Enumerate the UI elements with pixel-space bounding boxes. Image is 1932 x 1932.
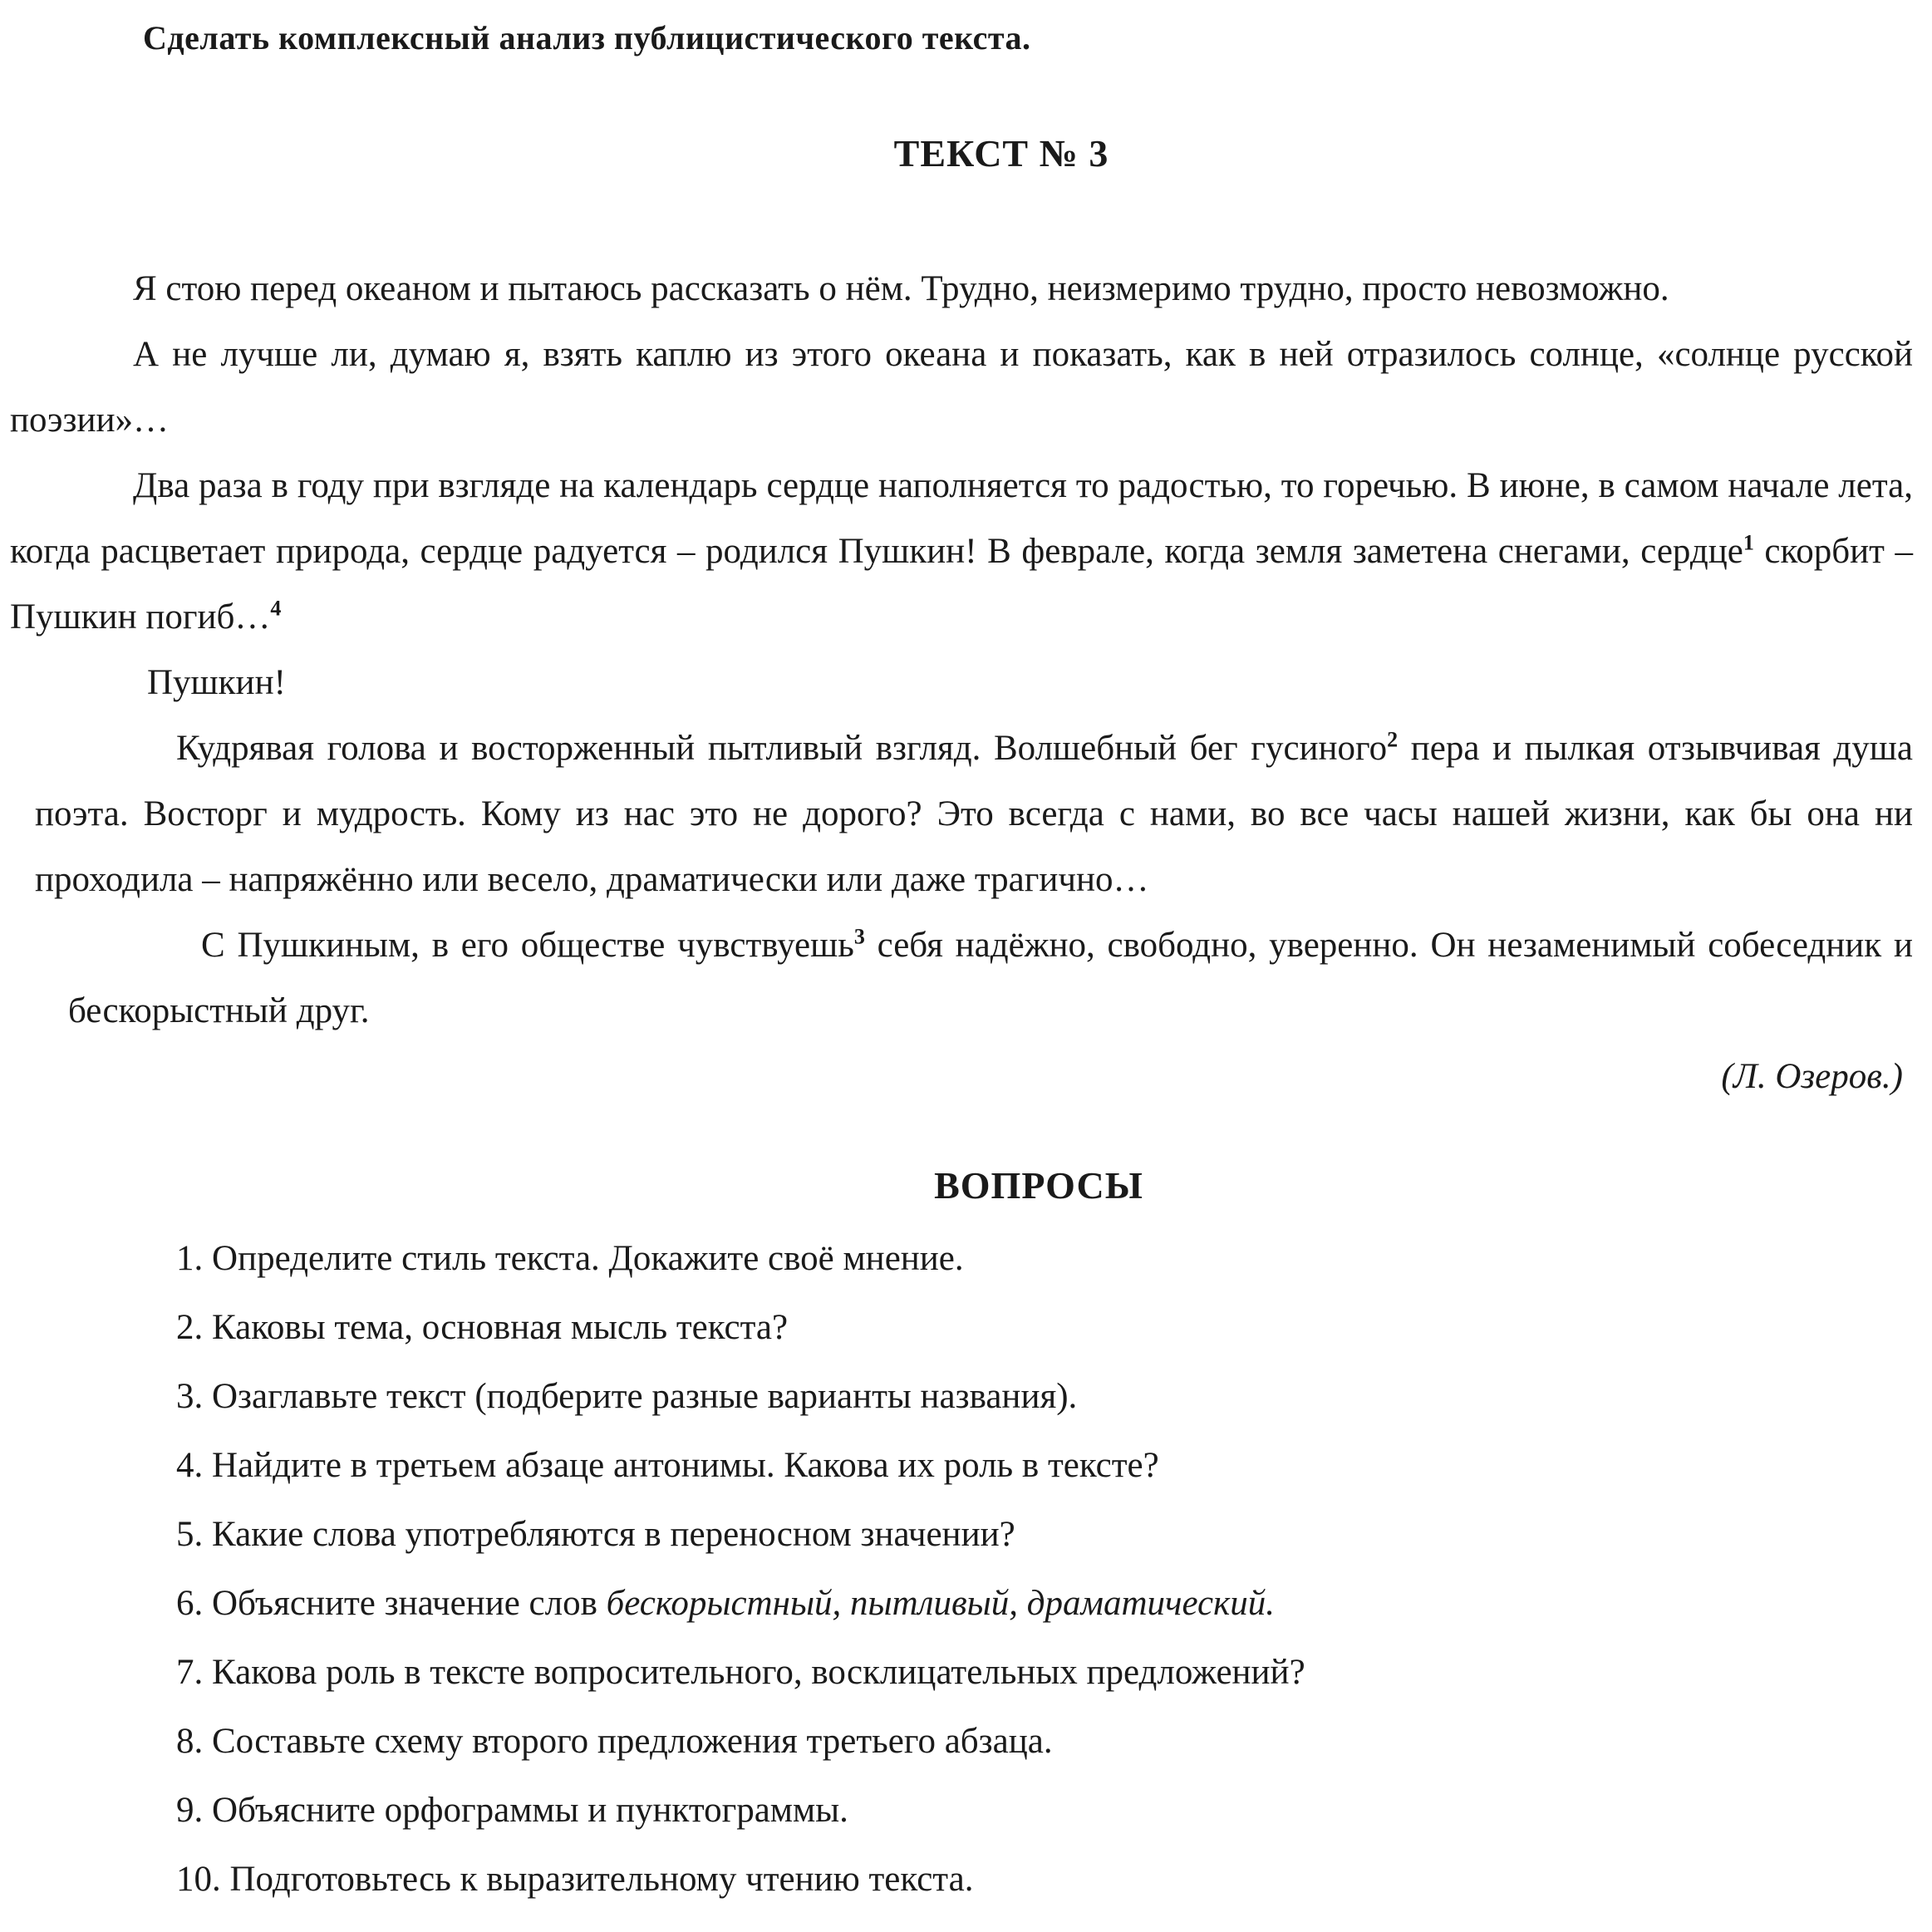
- question-item: 2. Каковы тема, основная мысль текста?: [176, 1308, 789, 1347]
- question-item: 7. Какова роль в тексте вопросительного, восклицательных предложений?: [176, 1653, 1305, 1692]
- question-item: 1. Определите стиль текста. Докажите своё мнение.: [176, 1239, 964, 1278]
- text-body: [10, 256, 1913, 1109]
- question-item: [176, 1576, 1305, 1645]
- paragraph-3-text-b: скорбит – Пушкин погиб…: [10, 532, 1913, 637]
- paragraph-3: [10, 453, 1913, 650]
- question-item: 5. Какие слова употребляются в переносном значении?: [176, 1515, 1015, 1554]
- paragraph-2: А не лучше ли, думаю я, взять каплю из этого океана и показать, как в ней отразилось солнце, «солнце русской поэзии»…: [10, 335, 1913, 440]
- question-item: 4. Найдите в третьем абзаце антонимы. Какова их роль в тексте?: [176, 1446, 1159, 1485]
- question-6-italic-words: бескорыстный, пытливый, драматический.: [606, 1584, 1276, 1623]
- questions-list: [176, 1231, 1305, 1921]
- paragraph-3-text-a: Два раза в году при взгляде на календарь сердце наполняется то радостью, то горечью. В июне, в самом начале лета, когда расцветает природа, сердце радуется – родился Пушкин! В феврале, когда земля заметена снегами, сердце: [10, 466, 1913, 571]
- text-title: ТЕКСТ № 3: [893, 132, 1109, 175]
- paragraph-5-text-a: Кудрявая голова и восторженный пытливый взгляд. Волшебный бег гусиного: [176, 729, 1388, 768]
- paragraph-6: [10, 912, 1913, 1044]
- question-6-text: 6. Объясните значение слов: [176, 1584, 607, 1623]
- footnote-mark-4: 4: [270, 596, 282, 621]
- paragraph-1: Я стою перед океаном и пытаюсь рассказать о нём. Трудно, неизмеримо трудно, просто невозможно.: [133, 269, 1669, 308]
- footnote-mark-3: 3: [853, 924, 865, 949]
- paragraph-4: Пушкин!: [147, 663, 286, 702]
- question-item: 3. Озаглавьте текст (подберите разные варианты названия).: [176, 1377, 1078, 1416]
- author-attribution: (Л. Озеров.): [1721, 1057, 1903, 1096]
- paragraph-5-text-b: пера и пылкая отзывчивая душа поэта. Восторг и мудрость. Кому из нас это не дорого? Это всегда с нами, во все часы нашей жизни, как бы она ни проходила – напряжённо или весело, драматически или даже трагично…: [35, 729, 1914, 899]
- questions-title: ВОПРОСЫ: [934, 1164, 1143, 1207]
- question-item: 8. Составьте схему второго предложения третьего абзаца.: [176, 1722, 1053, 1761]
- question-item: 10. Подготовьтесь к выразительному чтению текста.: [176, 1860, 974, 1899]
- paragraph-6-text-b: себя надёжно, свободно, уверенно. Он незаменимый собеседник и бескорыстный друг.: [68, 926, 1913, 1030]
- paragraph-5: [10, 715, 1913, 912]
- footnote-mark-1: 1: [1743, 530, 1754, 555]
- question-item: 9. Объясните орфограммы и пунктограммы.: [176, 1791, 848, 1830]
- footnote-mark-2: 2: [1387, 727, 1399, 752]
- task-heading: Сделать комплексный анализ публицистического текста.: [143, 19, 1031, 57]
- paragraph-6-text-a: С Пушкиным, в его обществе чувствуешь: [201, 926, 854, 965]
